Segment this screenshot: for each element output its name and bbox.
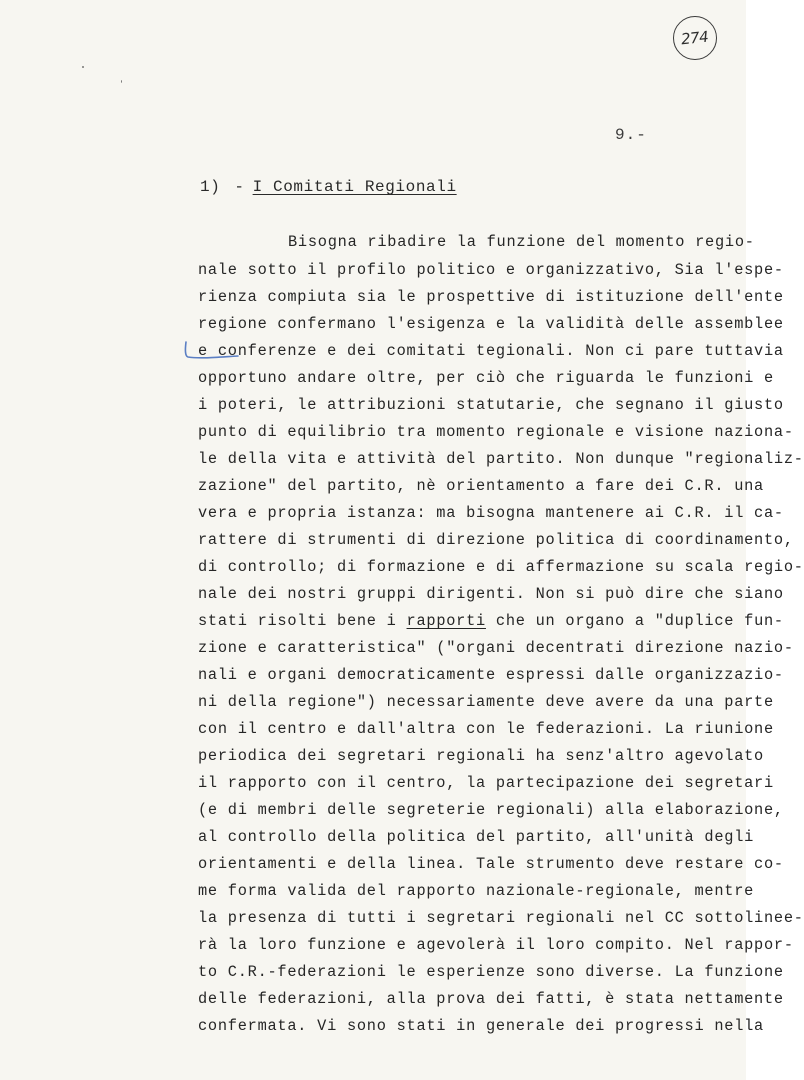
underlined-word: rapporti — [406, 612, 486, 630]
text-line: delle federazioni, alla prova dei fatti, è stata nettamente — [198, 990, 784, 1008]
text-line: rienza compiuta sia le prospettive di istituzione dell'ente — [198, 288, 784, 306]
section-number: 1) — [200, 178, 221, 196]
section-heading — [200, 178, 457, 196]
text-line: to C.R.-federazioni le esperienze sono diverse. La funzione — [198, 963, 784, 981]
text-line: e conferenze e dei comitati tegionali. Non ci pare tuttavia — [198, 342, 784, 360]
archive-stamp — [673, 16, 717, 60]
section-title: I Comitati Regionali — [252, 178, 457, 196]
page-number: 9.- — [615, 126, 647, 144]
text-line: Bisogna ribadire la funzione del momento regio- — [288, 233, 755, 251]
text-line — [198, 611, 784, 631]
text-line: confermata. Vi sono stati in generale dei progressi nella — [198, 1017, 764, 1035]
text-line: orientamenti e della linea. Tale strumento deve restare co- — [198, 855, 784, 873]
text-line: il rapporto con il centro, la partecipazione dei segretari — [198, 774, 774, 792]
stamp-number: 274 — [680, 27, 710, 49]
text-line: con il centro e dall'altra con le federazioni. La riunione — [198, 720, 774, 738]
text-line: opportuno andare oltre, per ciò che riguarda le funzioni e — [198, 369, 774, 387]
text-line: me forma valida del rapporto nazionale-regionale, mentre — [198, 882, 755, 900]
section-dash: - — [234, 178, 245, 196]
text-fragment: stati risolti bene i — [198, 612, 407, 630]
text-line: periodica dei segretari regionali ha senz'altro agevolato — [198, 747, 764, 765]
text-line: rattere di strumenti di direzione politica di coordinamento, — [198, 531, 794, 549]
text-line: ni della regione") necessariamente deve avere da una parte — [198, 693, 774, 711]
text-line: al controllo della politica del partito, all'unità degli — [198, 828, 755, 846]
text-line: zazione" del partito, nè orientamento a fare dei C.R. una — [198, 477, 764, 495]
paper-speck — [121, 80, 122, 83]
text-line: regione confermano l'esigenza e la validità delle assemblee — [198, 315, 784, 333]
text-line: zione e caratteristica" ("organi decentrati direzione nazio- — [198, 639, 794, 657]
text-line: nale dei nostri gruppi dirigenti. Non si può dire che siano — [198, 585, 784, 603]
text-line: le della vita e attività del partito. Non dunque "regionaliz- — [198, 450, 804, 468]
text-fragment: che un organo a "duplice fun- — [485, 612, 784, 630]
text-line: nali e organi democraticamente espressi dalle organizzazio- — [198, 666, 784, 684]
text-line: punto di equilibrio tra momento regionale e visione naziona- — [198, 423, 794, 441]
text-line: nale sotto il profilo politico e organizzativo, Sia l'espe- — [198, 261, 784, 279]
text-line: la presenza di tutti i segretari regionali nel CC sottolinee- — [198, 909, 804, 927]
paper-speck — [82, 66, 84, 68]
text-line: rà la loro funzione e agevolerà il loro compito. Nel rappor- — [198, 936, 794, 954]
text-line: vera e propria istanza: ma bisogna mantenere ai C.R. il ca- — [198, 504, 784, 522]
text-line: i poteri, le attribuzioni statutarie, che segnano il giusto — [198, 396, 784, 414]
text-line: (e di membri delle segreterie regionali) alla elaborazione, — [198, 801, 784, 819]
text-line: di controllo; di formazione e di affermazione su scala regio- — [198, 558, 804, 576]
